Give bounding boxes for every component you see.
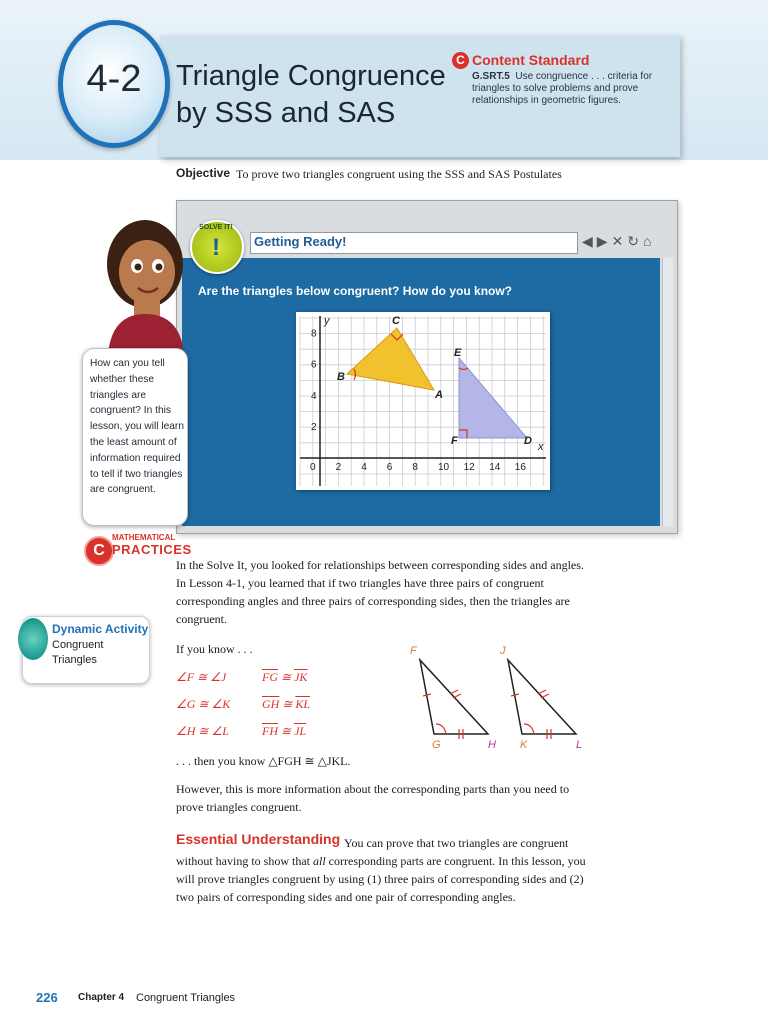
coordinate-graph (296, 312, 550, 490)
graph-grid (300, 316, 546, 486)
angle-arc-k (524, 724, 534, 734)
relation-angle-h: ∠H ≅ ∠L (176, 724, 229, 738)
forward-icon[interactable]: ▶ (596, 233, 612, 249)
congruent-symbol: ≅ (281, 724, 292, 738)
x-tick-label: 6 (386, 462, 393, 473)
lesson-number: 4-2 (86, 58, 142, 100)
y-tick-label: 4 (311, 390, 317, 402)
x-tick-label: 12 (463, 462, 475, 473)
objective-text: To prove two triangles congruent using the SSS and SAS Postulates (236, 167, 562, 181)
congruent-symbol: ≅ (281, 670, 292, 684)
segment-jk: $\overline{JK}$ (294, 670, 308, 684)
triangle-def (459, 358, 527, 438)
segment-fh: $\overline{FH}$ (262, 724, 278, 738)
y-tick-label: 8 (311, 328, 317, 340)
standard-code: G.SRT.5 (472, 71, 510, 82)
x-tick-label: 4 (361, 462, 367, 473)
eu-text-a: without having to show that (176, 854, 313, 868)
solve-it-exclamation: ! (212, 234, 220, 261)
segment-gh: $\overline{GH}$ (262, 697, 280, 711)
solve-it-title: Getting Ready! (254, 234, 347, 249)
dynamic-activity-subtitle[interactable] (52, 638, 103, 668)
y-tick-label: 6 (311, 359, 317, 371)
if-you-know: If you know . . . (176, 642, 253, 656)
x-tick-label: 14 (489, 462, 501, 473)
label-d: D (524, 435, 532, 447)
x-axis-label: x (538, 441, 544, 453)
segment-fg: $\overline{FG}$ (262, 670, 278, 684)
tick-fh-1 (450, 690, 458, 694)
essential-understanding-label: Essential Understanding (176, 831, 341, 847)
page-title (176, 58, 456, 132)
standard-description: Use congruence . . . criteria for triangles to solve problems and prove relationships in geometric figures. (472, 71, 653, 106)
title-line-2: by SSS and SAS (176, 97, 396, 129)
intro-paragraph: In the Solve It, you looked for relationships between corresponding sides and angles. In Lesson 4-1, you learned that if two triangles have three pairs of congruent corresponding angles and three pairs of corresponding sides, then the triangles are congruent. (176, 558, 584, 626)
label-f-vertex: F (410, 645, 417, 657)
y-tick-label: 2 (311, 422, 317, 433)
dynamic-activity-icon[interactable] (18, 618, 48, 660)
math-practices-label-top: MATHEMATICAL (112, 533, 176, 542)
angle-arc-g (436, 724, 446, 734)
relation-side-gh (262, 697, 310, 712)
relation-angle-g: ∠G ≅ ∠K (176, 697, 231, 711)
tick-jl-1 (538, 690, 546, 694)
label-e: E (454, 347, 462, 359)
label-f: F (451, 435, 458, 447)
label-g-vertex: G (432, 739, 441, 751)
dynamic-activity-line-1: Congruent (52, 639, 104, 651)
label-h-vertex: H (488, 739, 496, 751)
content-standard-label: Content Standard (472, 52, 590, 68)
y-axis-label: y (324, 315, 330, 327)
x-tick-label: 2 (335, 462, 342, 473)
segment-jl: $\overline{JL}$ (294, 724, 307, 738)
content-standard-text (472, 71, 672, 107)
essential-understanding-text (176, 852, 596, 906)
objective-label: Objective (176, 166, 231, 180)
tick-jl-2 (541, 694, 549, 698)
close-icon[interactable]: ✕ (611, 233, 628, 249)
x-tick-label: 16 (514, 462, 526, 473)
label-c: C (392, 315, 400, 327)
home-icon[interactable]: ⌂ (643, 233, 656, 249)
scrollbar[interactable] (662, 258, 673, 526)
label-k-vertex: K (520, 739, 528, 751)
title-line-1: Triangle Congruence (176, 60, 446, 92)
label-b: B (337, 371, 345, 383)
chapter-label: Chapter 4 (78, 992, 125, 1003)
solve-it-badge-label: SOLVE IT! (199, 224, 233, 231)
dynamic-activity-title[interactable]: Dynamic Activity (52, 622, 149, 636)
refresh-icon[interactable]: ↻ (627, 233, 644, 249)
page-number: 226 (36, 990, 58, 1005)
segment-kl: $\overline{KL}$ (295, 697, 311, 711)
congruent-symbol: ≅ (282, 697, 293, 711)
label-j-vertex: J (500, 645, 506, 657)
however-paragraph: However, this is more information about the corresponding parts than you need to prove triangles congruent. (176, 782, 570, 814)
x-tick-labels (310, 462, 526, 473)
label-l-vertex: L (576, 739, 583, 751)
x-tick-label: 0 (310, 462, 316, 473)
math-practices-icon: C (84, 536, 114, 566)
back-icon[interactable]: ◀ (582, 233, 597, 249)
window-controls (582, 233, 656, 250)
chapter-title: Congruent Triangles (136, 992, 236, 1004)
student-character-illustration (100, 214, 190, 354)
eu-text-all: all (313, 854, 326, 868)
math-practices-label-bottom: PRACTICES (112, 542, 192, 557)
dynamic-activity-line-2: Triangles (52, 654, 97, 666)
congruent-triangles-figure (400, 640, 600, 756)
relation-angle-f: ∠F ≅ ∠J (176, 670, 227, 684)
x-tick-label: 8 (412, 462, 418, 473)
solve-it-question: Are the triangles below congruent? How do you know? (198, 284, 513, 298)
graph-svg (296, 312, 550, 490)
relation-side-fg (262, 670, 307, 685)
eu-text-b: corresponding parts are congruent. In this lesson, you will prove triangles congruent by using (1) three pairs of corresponding sides and (2) two pairs of corresponding sides and one pair of corresponding angles. (176, 854, 586, 904)
tick-fh-2 (453, 694, 461, 698)
label-a: A (435, 389, 443, 401)
x-tick-label: 10 (438, 462, 450, 473)
relation-side-fh (262, 724, 306, 739)
then-statement: . . . then you know △FGH ≅ △JKL. (176, 754, 351, 768)
speech-bubble-text: How can you tell whether these triangles are congruent? In this lesson, you will learn the least amount of information required to tell if two triangles are congruent. (90, 358, 184, 496)
essential-understanding-first-line: You can prove that two triangles are congruent (344, 836, 569, 850)
content-standard-icon: C (452, 52, 469, 69)
